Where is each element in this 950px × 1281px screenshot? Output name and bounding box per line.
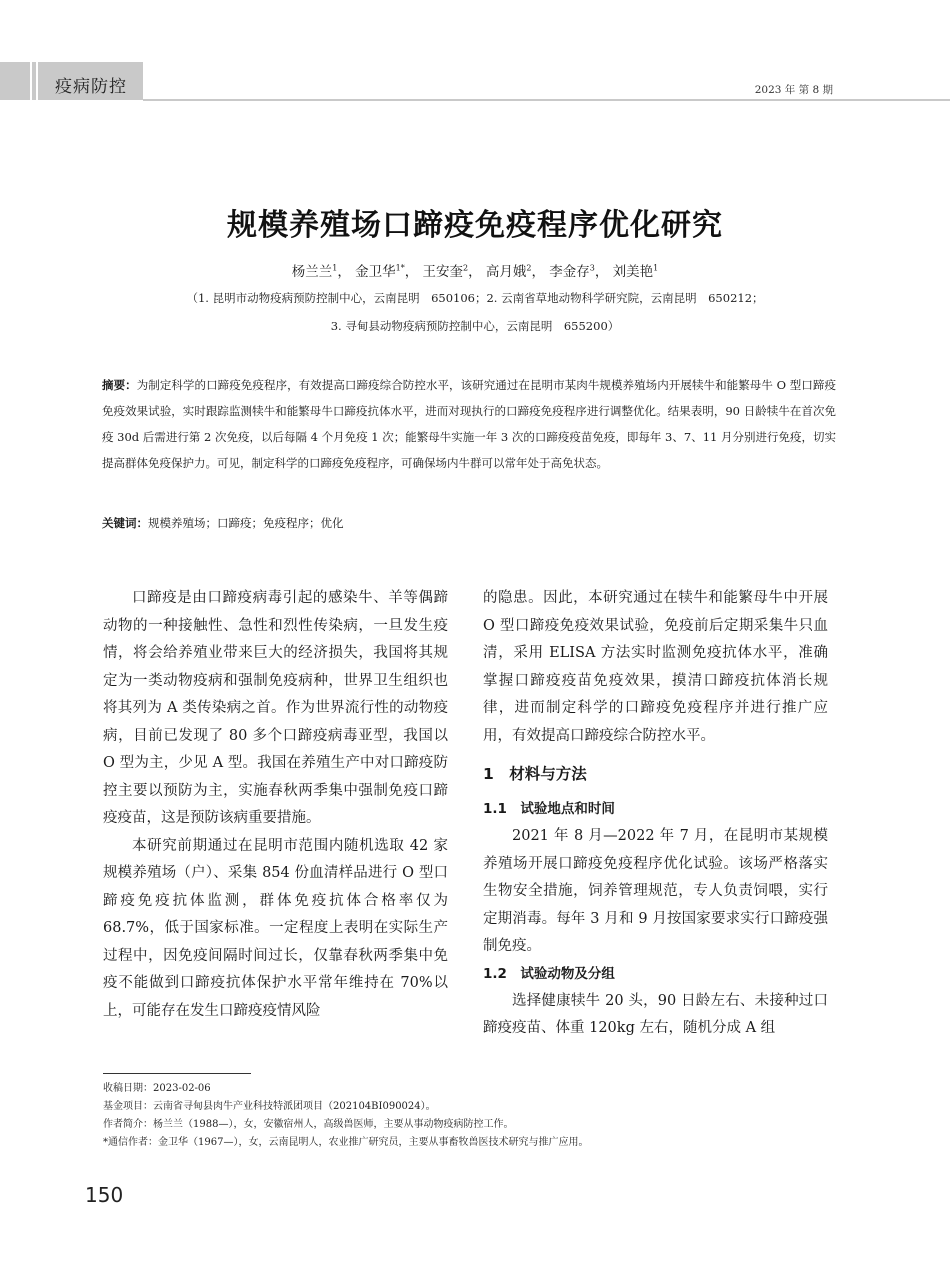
header-tick <box>30 62 32 100</box>
footnote-corresponding: *通信作者：金卫华（1967—），女，云南昆明人，农业推广研究员，主要从事畜牧兽医技术研究与推广应用。 <box>103 1137 589 1148</box>
body-paragraph: 口蹄疫是由口蹄疫病毒引起的感染牛、羊等偶蹄动物的一种接触性、急性和烈性传染病，一旦发生疫情，将会给养殖业带来巨大的经济损失，我国将其规定为一类动物疫病和强制免疫病种，世界卫生组织也将其列为 A 类传染病之首。作为世界流行性的动物疫病，目前已发现了 80 多个口蹄疫病毒亚型，我国以 O 型为主，少见 A 型。我国在养殖生产中对口蹄疫防控主要以预防为主，实施春秋两季集中强制免疫口蹄疫疫苗，这是预防该病重要措施。 <box>103 590 448 826</box>
author-name: 李金存 <box>549 264 590 280</box>
body-paragraph: 选择健康犊牛 20 头，90 日龄左右、未接种过口蹄疫疫苗、体重 120kg 左右，随机分成 A 组 <box>483 992 828 1036</box>
keywords-label: 关键词： <box>102 516 148 530</box>
affiliation-line-2: 3. 寻甸县动物疫病预防控制中心，云南昆明 655200） <box>330 319 620 333</box>
author-name: 高月娥 <box>485 264 527 280</box>
subsection-heading: 1.2 试验动物及分组 <box>483 965 615 982</box>
keywords <box>102 515 344 531</box>
author-name: 王安奎 <box>422 264 463 280</box>
author-sup: 2 <box>526 263 532 273</box>
author-sup: 2 <box>463 263 469 273</box>
footnotes <box>103 1080 588 1152</box>
body-column-right <box>483 585 828 1043</box>
author-sup: 1 <box>332 263 338 273</box>
author-name: 金卫华 <box>355 264 396 280</box>
header-rule <box>143 99 950 101</box>
author-sup: 1* <box>395 263 405 273</box>
section-heading: 1 材料与方法 <box>483 765 587 783</box>
body-paragraph: 2021 年 8 月—2022 年 7 月，在昆明市某规模养殖场开展口蹄疫免疫程序优化试验。该场严格落实生物安全措施，饲养管理规范，专人负责饲喂，实行定期消毒。每年 3 月和 9 月按国家要求实行口蹄疫强制免疫。 <box>483 828 828 954</box>
author-sup: 3 <box>589 263 595 273</box>
section-label: 疫病防控 <box>55 77 127 97</box>
subsection-heading: 1.1 试验地点和时间 <box>483 801 615 817</box>
body-paragraph: 本研究前期通过在昆明市范围内随机选取 42 家规模养殖场（户）、采集 854 份血清样品进行 O 型口蹄疫免疫抗体监测，群体免疫抗体合格率仅为 68.7%，低于国家标准。一定程度上表明在实际生产过程中，因免疫间隔时间过长，仅靠春秋两季集中免疫不能做到口蹄疫抗体保护水平常年维持在 70%以上，可能存在发生口蹄疫疫情风险 <box>103 837 448 1019</box>
footnote-received: 收稿日期：2023-02-06 <box>103 1083 211 1094</box>
issue-label: 2023 年 第 8 期 <box>754 84 833 96</box>
abstract <box>102 372 836 476</box>
author-name: 刘美艳 <box>612 264 654 280</box>
affiliation-line-1: （1. 昆明市动物疫病预防控制中心，云南昆明 650106；2. 云南省草地动物科学研究院，云南昆明 650212； <box>186 291 764 305</box>
footnote-author: 作者简介：杨兰兰（1988—），女，安徽宿州人，高级兽医师，主要从事动物疫病防控工作。 <box>103 1119 514 1130</box>
header-tick <box>36 62 38 100</box>
article-title: 规模养殖场口蹄疫免疫程序优化研究 <box>227 208 723 243</box>
abstract-label: 摘要： <box>102 378 137 392</box>
author-sup: 1 <box>653 263 659 273</box>
author-name: 杨兰兰 <box>291 264 333 280</box>
body-paragraph: 的隐患。因此，本研究通过在犊牛和能繁母牛中开展 O 型口蹄疫免疫效果试验，免疫前后定期采集牛只血清，采用 ELISA 方法实时监测免疫抗体水平，准确掌握口蹄疫疫苗免疫效果，摸清口蹄疫抗体消长规律，进而制定科学的口蹄疫免疫程序并进行推广应用，有效提高口蹄疫综合防控水平。 <box>483 590 828 744</box>
keywords-text: 规模养殖场；口蹄疫；免疫程序；优化 <box>148 516 344 530</box>
author-list: 杨兰兰$^1$， 金卫华$^{1*}$， 王安奎$^2$， 高月娥$^2$， 李金存$^3$， 刘美艳$^1$ <box>291 263 659 280</box>
footnote-fund: 基金项目：云南省寻甸县肉牛产业科技特派团项目（202104BI090024）。 <box>103 1101 436 1112</box>
footnote-rule <box>103 1073 251 1074</box>
page-number: 150 <box>85 1183 124 1207</box>
abstract-text: 为制定科学的口蹄疫免疫程序，有效提高口蹄疫综合防控水平，该研究通过在昆明市某肉牛规模养殖场内开展犊牛和能繁母牛 O 型口蹄疫免疫效果试验，实时跟踪监测犊牛和能繁母牛口蹄疫抗体水平，进而对现执行的口蹄疫免疫程序进行调整优化。结果表明，90 日龄犊牛在首次免疫 30d 后需进行第 2 次免疫，以后每隔 4 个月免疫 1 次；能繁母牛实施一年 3 次的口蹄疫疫苗免疫，即每年 3、7、11 月分别进行免疫，切实提高群体免疫保护力。可见，制定科学的口蹄疫免疫程序，可确保场内牛群可以常年处于高免状态。 <box>102 378 836 470</box>
body-column-left <box>103 585 448 1025</box>
